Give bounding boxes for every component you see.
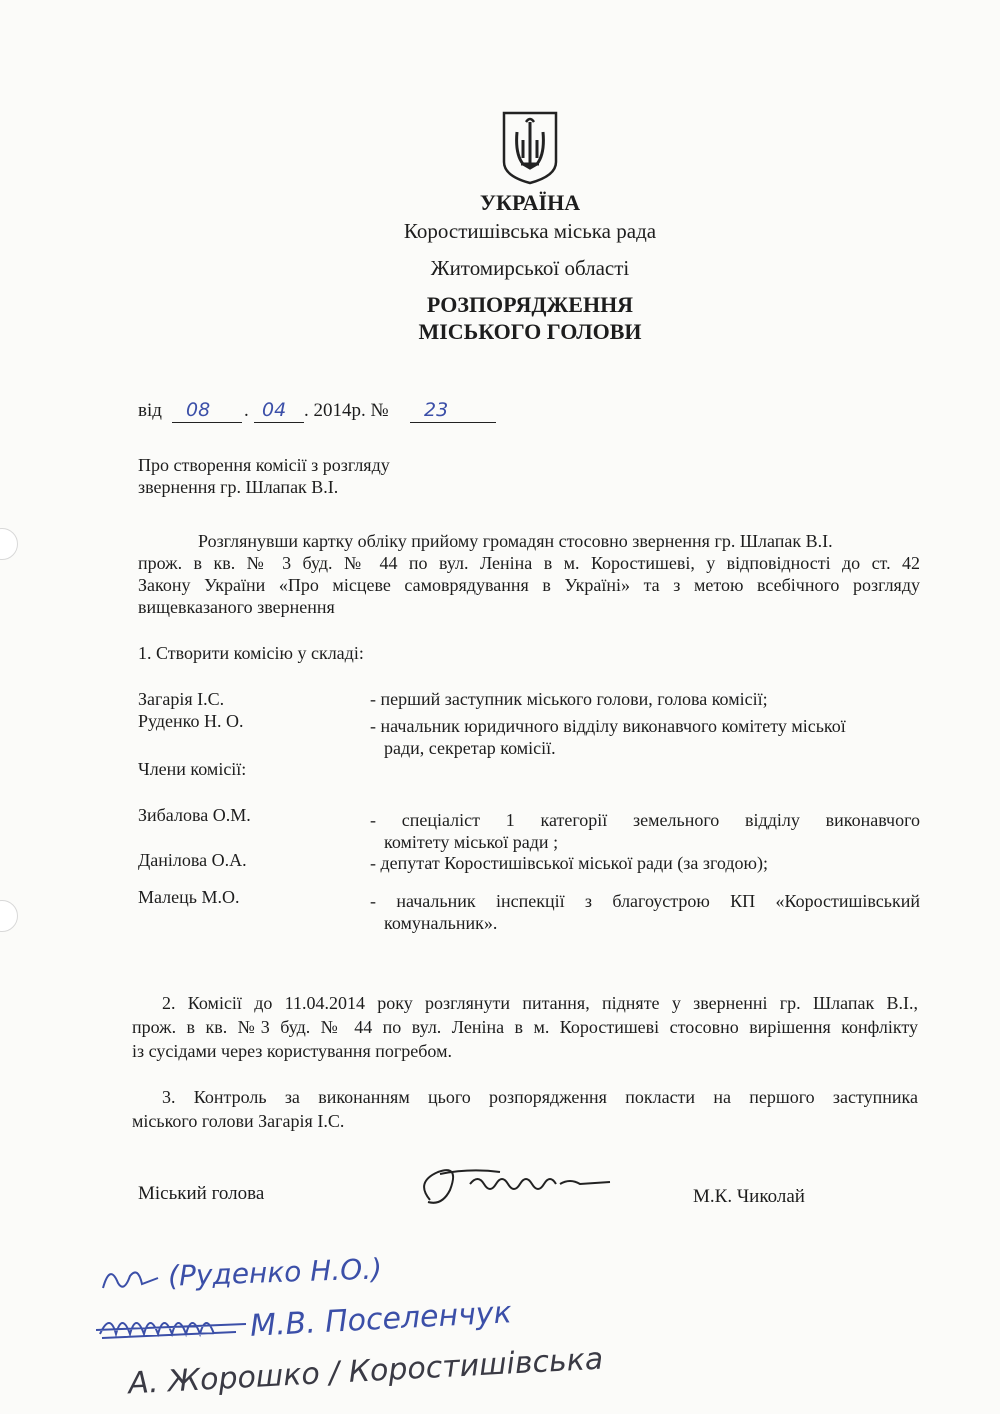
- item-2-line-3: із сусідами через користування погребом.: [132, 1041, 452, 1061]
- signature-name: М.К. Чиколай: [693, 1186, 805, 1207]
- member-name: Малець М.О.: [138, 887, 240, 907]
- secretary-role-2: ради, секретар комісії.: [384, 738, 556, 758]
- member-role-1: - спеціаліст 1 категорії земельного відділу виконавчого: [370, 810, 920, 830]
- member-name: Зибалова О.М.: [138, 805, 251, 825]
- mayor-signature: [410, 1162, 620, 1212]
- header-council: Коростишівська міська рада: [403, 219, 657, 243]
- date-dot: .: [244, 400, 249, 421]
- header-doc-type-1: РОЗПОРЯДЖЕННЯ: [426, 292, 634, 317]
- member-role-2: комітету міської ради ;: [384, 832, 559, 852]
- item-2-line-2: прож. в кв. №3 буд. № 44 по вул. Леніна в м. Коростишеві стосовно вирішення конфлікту: [132, 1017, 918, 1037]
- date-month: 04: [262, 399, 287, 421]
- item-3-line-2: міського голови Загарія І.С.: [132, 1111, 345, 1131]
- header-country: УКРАЇНА: [479, 190, 581, 215]
- date-number-blank: [410, 402, 496, 423]
- preamble-line-4: вищевказаного звернення: [138, 597, 335, 617]
- handwritten-note-2: М.В. Поселенчук: [249, 1295, 513, 1344]
- header-doc-type-2: МІСЬКОГО ГОЛОВИ: [418, 319, 642, 344]
- preamble-line-1: Розглянувши картку обліку прийому громадян стосовно звернення гр. Шлапак В.І.: [198, 531, 833, 551]
- date-number: 23: [424, 399, 449, 421]
- punch-hole-bottom: [0, 900, 18, 932]
- member-role-1: - начальник інспекції з благоустрою КП «Коростишівський: [370, 891, 920, 911]
- head-name: Загарія І.С.: [138, 689, 225, 709]
- item-1: 1. Створити комісію у складі:: [138, 643, 364, 663]
- members-label: Члени комісії:: [138, 759, 247, 779]
- secretary-role-1: - начальник юридичного відділу виконавчого комітету міської: [370, 716, 846, 736]
- date-day: 08: [186, 399, 211, 421]
- date-prefix: від: [138, 400, 162, 421]
- handwritten-note-3: А. Жорошко / Коростишівська: [127, 1341, 605, 1402]
- member-role-2: комунальник».: [384, 913, 498, 933]
- handwritten-scribble: [96, 1304, 246, 1348]
- preamble-line-2: прож. в кв. № 3 буд. № 44 по вул. Леніна в м. Коростишеві, у відповідності до ст. 42: [138, 553, 920, 573]
- signature-title: Міський голова: [138, 1183, 265, 1204]
- member-name: Данілова О.А.: [138, 850, 247, 870]
- subject-line-1: Про створення комісії з розгляду: [138, 455, 390, 475]
- subject-line-2: звернення гр. Шлапак В.І.: [138, 477, 339, 497]
- head-role: - перший заступник міського голови, голова комісії;: [370, 689, 768, 709]
- coat-of-arms-icon: [501, 110, 559, 186]
- secretary-name: Руденко Н. О.: [138, 711, 244, 731]
- item-2-line-1: 2. Комісії до 11.04.2014 року розглянути питання, підняте у зверненні гр. Шлапак В.І.,: [162, 993, 918, 1013]
- preamble-line-3: Закону України «Про місцеве самоврядування в Україні» та з метою всебічного розгляду: [138, 575, 920, 595]
- handwritten-initials-1: [98, 1258, 168, 1298]
- member-role-1: - депутат Коростишівської міської ради (за згодою);: [370, 853, 769, 873]
- header-region: Житомирської області: [430, 256, 630, 280]
- handwritten-note-1: (Руденко Н.О.): [167, 1252, 383, 1293]
- punch-hole-top: [0, 528, 18, 560]
- date-year: . 2014р. №: [304, 400, 389, 421]
- item-3-line-1: 3. Контроль за виконанням цього розпорядження покласти на першого заступника: [162, 1087, 918, 1107]
